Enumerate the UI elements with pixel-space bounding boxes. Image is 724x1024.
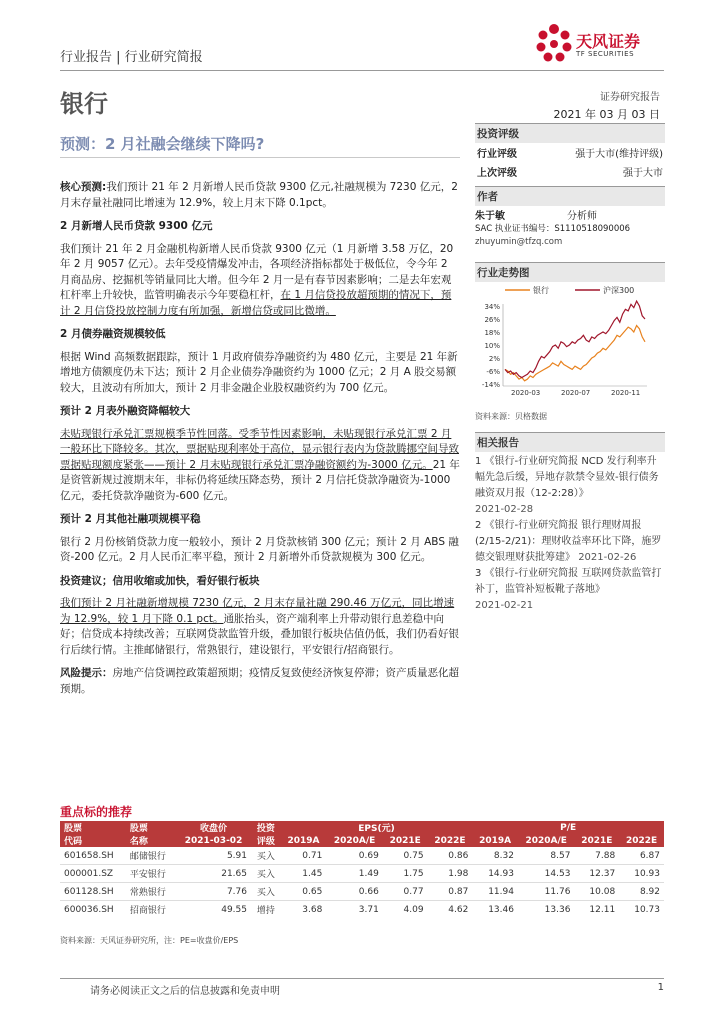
table-cell: 1.49 bbox=[326, 865, 382, 883]
header-cell: 2020A/E bbox=[326, 834, 382, 847]
rating-value: 强于大市 bbox=[623, 168, 663, 179]
table-cell: 招商银行 bbox=[126, 901, 176, 919]
section-heading-bonds: 2 月债券融资规模较低 bbox=[60, 328, 166, 340]
table-cell: 11.76 bbox=[518, 883, 574, 901]
main-body bbox=[60, 180, 460, 705]
related-item[interactable] bbox=[475, 566, 665, 614]
loans-highlight: 在 1 月信贷投放超预期的情况下，预计 2 月信贷投放控制力度有所加强，新增信贷或同比微增。 bbox=[60, 289, 452, 317]
trend-chart bbox=[475, 282, 665, 400]
table-cell: 0.75 bbox=[403, 850, 424, 861]
header-cell: 2019A bbox=[281, 834, 327, 847]
table-cell: 600036.SH bbox=[60, 901, 126, 919]
chart-y-axis bbox=[482, 303, 500, 389]
legend-label-hs300: 沪深300 bbox=[603, 286, 635, 295]
section-heading-offbalance: 预计 2 月表外融资降幅较大 bbox=[60, 405, 191, 417]
report-category: 行业报告 | 行业研究简报 bbox=[60, 50, 203, 65]
header-cell: 2022E bbox=[428, 834, 473, 847]
rating-value: 强于大市(维持评级) bbox=[575, 149, 663, 160]
section-heading-investment: 投资建议；信用收缩或加快，看好银行板块 bbox=[60, 574, 260, 587]
header-cell: 收盘价 bbox=[176, 821, 251, 834]
table-row bbox=[60, 883, 664, 901]
recommendation-table bbox=[60, 821, 664, 918]
table-body bbox=[60, 847, 664, 918]
table-cell: 7.76 bbox=[176, 883, 251, 901]
offbalance-text: 21 年是资管新规过渡期末年，非标仍将延续压降态势，预计 2 月信托贷款净融资为-1000 亿元，委托贷款净融资为-600 亿元。 bbox=[60, 458, 460, 502]
related-item-date: 2021-02-21 bbox=[475, 600, 534, 611]
table-cell: 1.75 bbox=[383, 865, 428, 883]
analyst-role: 分析师 bbox=[567, 211, 597, 222]
offbalance-highlight: 未贴现银行承兑汇票规模季节性回落。受季节性因素影响，未贴现银行承兑汇票 2 月一般环比下降较多。其次，票据贴现利率处于高位，显示银行表内为贷款腾挪空间导致票据贴现额度紧张——预计 2 月末贴现银行承兑汇票净融资额约为-3000 亿元。 bbox=[60, 427, 459, 471]
header-cell: 名称 bbox=[126, 834, 176, 847]
chart-source: 资料来源：贝格数据 bbox=[475, 412, 547, 421]
section-paragraph-bonds: 根据 Wind 高频数据跟踪，预计 1 月政府债券净融资约为 480 亿元，主要是 21 年新增地方债额度仍未下达；预计 2 月企业债券净融资约为 1000 亿元；2 月 A 股交易额较大，且波动有所加大，预计 2 月非金融企业股权融资约为 700 亿元。 bbox=[60, 350, 458, 394]
analyst-sac: SAC 执业证书编号：S1110518090006 bbox=[475, 224, 631, 234]
related-section bbox=[475, 432, 665, 614]
rating-key: 上次评级 bbox=[477, 168, 517, 179]
header-cell: 代码 bbox=[60, 834, 126, 847]
table-cell: 3.68 bbox=[281, 901, 327, 919]
analyst-info bbox=[475, 210, 665, 249]
related-item-date: 2021-02-26 bbox=[578, 552, 637, 563]
table-cell: 5.91 bbox=[226, 850, 247, 861]
table-cell: 12.11 bbox=[574, 901, 619, 919]
table-cell: 12.37 bbox=[574, 865, 619, 883]
section-paragraph-investment bbox=[60, 596, 460, 658]
author-title: 作者 bbox=[475, 187, 665, 206]
table-cell: 0.86 bbox=[448, 850, 469, 861]
header-cell: 2022E bbox=[619, 834, 664, 847]
section-paragraph-other: 银行 2 月份核销贷款力度一般较小，预计 2 月贷款核销 300 亿元；预计 2 月 ABS 融资-200 亿元。2 月人民币汇率平稳，预计 2 月新增外币贷款规模为 300 亿元。 bbox=[60, 535, 459, 563]
table-cell: 0.66 bbox=[326, 883, 382, 901]
loans-text: 我们预计 21 年 2 月金融机构新增人民币贷款 9300 亿元（1 月新增 3.58 万亿，20 年 2 月 9057 亿元）。去年受疫情爆发冲击，各项经济指标都处于极低位，令今年 2 月商品房、挖掘机等销量同比大增。但今年 2 月一是有春节因素影响；二是去年宏观杠杆率上升较快，监管明确表示今年要稳杠杆， bbox=[60, 242, 454, 301]
table-cell: 1.45 bbox=[281, 865, 327, 883]
core-label: 核心预测: bbox=[60, 181, 107, 193]
trend-title: 行业走势图 bbox=[475, 263, 665, 282]
table-cell: 7.88 bbox=[595, 850, 616, 861]
related-list bbox=[475, 454, 665, 614]
table-cell: 6.87 bbox=[639, 850, 660, 861]
table-title: 重点标的推荐 bbox=[60, 805, 133, 819]
table-cell: 邮储银行 bbox=[129, 852, 166, 862]
analyst-email[interactable]: zhuyumin@tfzq.com bbox=[475, 237, 563, 247]
risk-label: 风险提示： bbox=[60, 667, 113, 679]
table-cell: 14.53 bbox=[518, 865, 574, 883]
y-tick-label: 2% bbox=[488, 355, 500, 363]
rating-row bbox=[475, 143, 665, 162]
table-cell: 10.73 bbox=[619, 901, 664, 919]
related-item-text[interactable]: 2 《银行-行业研究简报 银行理财周报(2/15-2/21)：理财收益率环比下降，施罗德交银理财获批筹建》 bbox=[475, 520, 662, 563]
series-line-bank bbox=[505, 326, 645, 381]
section-paragraph-offbalance bbox=[60, 427, 460, 505]
related-item-text[interactable]: 1 《银行-行业研究简报 NCD 发行利率升幅先急后缓，异地存款禁令显效-银行债务融资双月报（12-2:28）》 bbox=[475, 456, 659, 499]
related-title: 相关报告 bbox=[475, 433, 665, 452]
y-tick-label: 10% bbox=[484, 342, 500, 350]
footer-disclaimer[interactable]: 请务必阅读正文之后的信息披露和免责申明 bbox=[90, 986, 280, 997]
x-tick-label: 2020-11 bbox=[611, 389, 641, 397]
industry-name: 银行 bbox=[60, 90, 108, 118]
table-cell: 1.98 bbox=[428, 865, 473, 883]
table-row bbox=[60, 901, 664, 919]
report-title: 预测：2 月社融会继续下降吗? bbox=[60, 135, 265, 153]
header-divider bbox=[60, 70, 664, 71]
table-cell: 常熟银行 bbox=[126, 883, 176, 901]
rating-title: 投资评级 bbox=[475, 124, 665, 143]
related-item[interactable] bbox=[475, 518, 665, 566]
table-cell: 0.69 bbox=[358, 850, 379, 861]
footer-divider bbox=[60, 978, 664, 979]
core-forecast bbox=[60, 180, 460, 211]
header-cell: 2019A bbox=[472, 834, 518, 847]
table-cell: 0.87 bbox=[428, 883, 473, 901]
table-cell: 8.92 bbox=[619, 883, 664, 901]
table-cell: 8.32 bbox=[493, 850, 514, 861]
author-section bbox=[475, 186, 665, 249]
header-cell: 2020A/E bbox=[518, 834, 574, 847]
table-cell: 0.77 bbox=[383, 883, 428, 901]
y-tick-label: -14% bbox=[481, 381, 500, 389]
table-cell: 3.71 bbox=[326, 901, 382, 919]
table-header-row bbox=[60, 821, 664, 834]
table-cell: 买入 bbox=[251, 883, 281, 901]
x-tick-label: 2020-03 bbox=[511, 389, 541, 397]
table-cell: 0.71 bbox=[302, 850, 323, 861]
header-cell: 股票 bbox=[126, 821, 176, 834]
risk-warning bbox=[60, 666, 460, 697]
table-cell: 601658.SH bbox=[64, 850, 114, 861]
investment-text: 通胀抬头，资产端利率上升带动银行息差稳中向好；信贷成本持续改善；互联网贷款监管升级，叠加银行板块估值仍低，我们仍看好银行后续行情。主推邮储银行，常熟银行，建设银行，平安银行/招商银行。 bbox=[60, 612, 459, 656]
table-row bbox=[60, 847, 664, 865]
section-paragraph-loans bbox=[60, 242, 460, 320]
section-heading-other: 预计 2 月其他社融项规模平稳 bbox=[60, 513, 201, 525]
rating-section bbox=[475, 123, 665, 181]
section-heading-loans: 2 月新增人民币贷款 9300 亿元 bbox=[60, 220, 213, 232]
table-cell: 8.57 bbox=[550, 850, 571, 861]
legend-label-bank: 银行 bbox=[533, 286, 549, 295]
related-item-text[interactable]: 3 《银行-行业研究简报 互联网贷款监管打补丁，监管补短板靴子落地》 bbox=[475, 568, 662, 595]
table-cell: 13.36 bbox=[518, 901, 574, 919]
table-cell: 4.62 bbox=[428, 901, 473, 919]
y-tick-label: 34% bbox=[484, 303, 500, 311]
table-cell: 增持 bbox=[251, 901, 281, 919]
tf-logo-icon bbox=[535, 22, 573, 64]
trend-section bbox=[475, 262, 665, 282]
header-cell: P/E bbox=[472, 821, 664, 834]
header-cell: 股票 bbox=[60, 821, 126, 834]
report-type: 证券研究报告 bbox=[600, 92, 660, 103]
header-cell: 评级 bbox=[251, 834, 281, 847]
table-cell: 买入 bbox=[251, 865, 281, 883]
analyst-name: 朱于敏 bbox=[475, 211, 505, 222]
page-number: 1 bbox=[657, 982, 664, 993]
rating-key: 行业评级 bbox=[477, 149, 517, 160]
related-item-date: 2021-02-28 bbox=[475, 504, 534, 515]
header-cell: 2021E bbox=[574, 834, 619, 847]
investment-highlight: 我们预计 2 月社融新增规模 7230 亿元，2 月末存量社融 290.46 万亿元，同比增速为 12.9%，较 1 月下降 0.1 pct。 bbox=[60, 597, 455, 625]
table-row bbox=[60, 865, 664, 883]
table-header-row bbox=[60, 834, 664, 847]
rating-row bbox=[475, 162, 665, 181]
table-cell: 平安银行 bbox=[126, 865, 176, 883]
table-cell: 000001.SZ bbox=[60, 865, 126, 883]
header-cell: 2021E bbox=[383, 834, 428, 847]
table-cell: 0.65 bbox=[281, 883, 327, 901]
table-cell: 13.46 bbox=[472, 901, 518, 919]
table-cell: 10.93 bbox=[619, 865, 664, 883]
title-divider bbox=[60, 157, 460, 158]
table-cell: 4.09 bbox=[383, 901, 428, 919]
y-tick-label: 26% bbox=[484, 316, 500, 324]
analyst-line bbox=[475, 210, 665, 223]
report-date: 2021 年 03 月 03 日 bbox=[553, 108, 660, 121]
core-text: 我们预计 21 年 2 月新增人民币贷款 9300 亿元,社融规模为 7230 亿元，2 月末存量社融同比增速为 12.9%，较上月末下降 0.1pct。 bbox=[60, 181, 458, 209]
chart-legend bbox=[505, 285, 634, 295]
related-item[interactable] bbox=[475, 454, 665, 518]
table-cell: 14.93 bbox=[472, 865, 518, 883]
table-cell: 买入 bbox=[256, 852, 275, 862]
table-cell: 49.55 bbox=[176, 901, 251, 919]
table-cell: 10.08 bbox=[574, 883, 619, 901]
logo-name: 天风证券 bbox=[576, 32, 641, 51]
table-cell: 11.94 bbox=[472, 883, 518, 901]
risk-text: 房地产信贷调控政策超预期；疫情反复致使经济恢复停滞；资产质量恶化超预期。 bbox=[60, 667, 459, 695]
table-cell: 601128.SH bbox=[60, 883, 126, 901]
table-source: 资料来源：天风证券研究所，注：PE=收盘价/EPS bbox=[60, 936, 239, 945]
y-tick-label: 18% bbox=[484, 329, 500, 337]
x-tick-label: 2020-07 bbox=[561, 389, 591, 397]
header-cell: 2021-03-02 bbox=[176, 834, 251, 847]
chart-x-axis bbox=[511, 389, 640, 397]
header-cell: 投资 bbox=[251, 821, 281, 834]
header-cell: EPS(元) bbox=[281, 821, 473, 834]
y-tick-label: -6% bbox=[486, 368, 500, 376]
logo-english: TF SECURITIES bbox=[576, 50, 635, 58]
table-cell: 21.65 bbox=[176, 865, 251, 883]
